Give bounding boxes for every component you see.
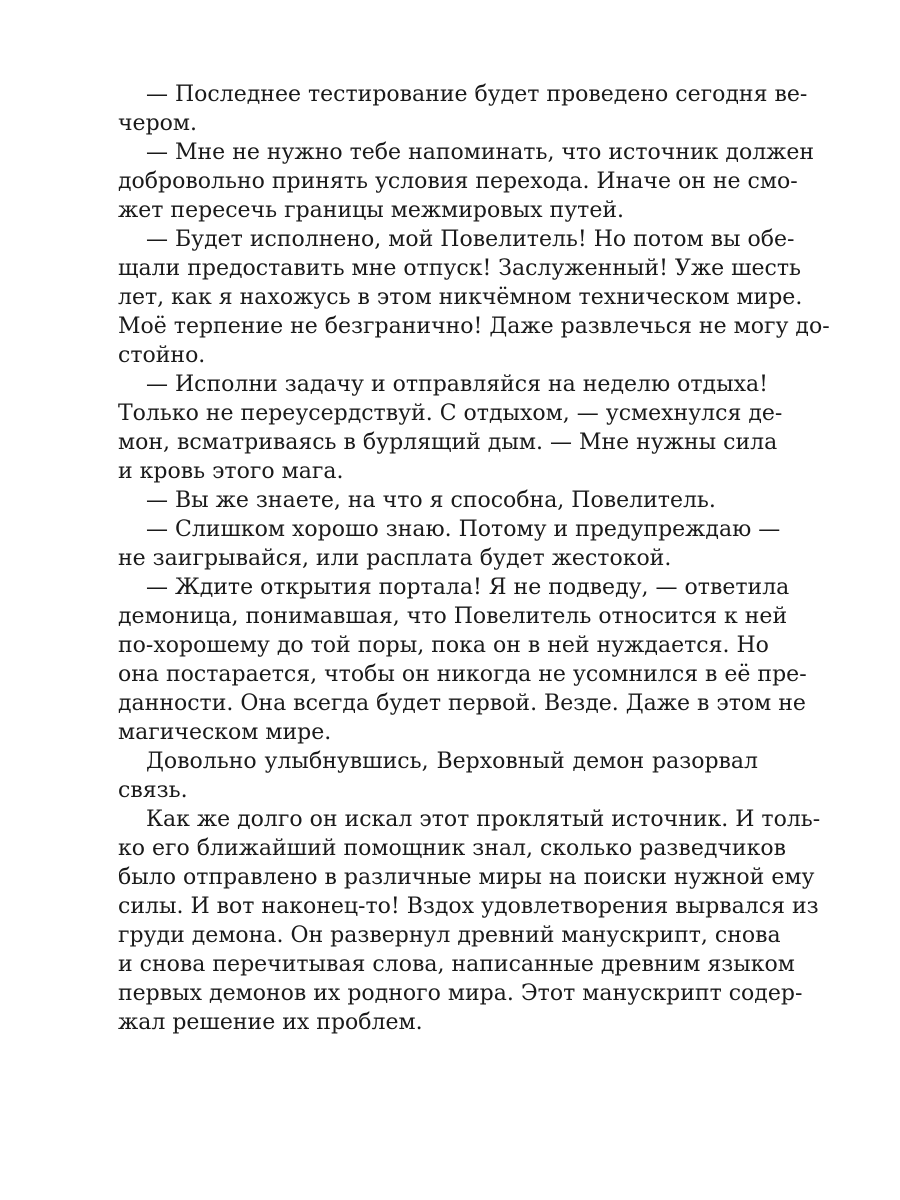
text-line: Довольно улыбнувшись, Верховный демон разорвал [146,749,758,774]
text-line: — Слишком хорошо знаю. Потому и предупреждаю — [146,517,781,542]
text-line: Моё терпение не безгранично! Даже развлечься не могу до- [118,314,830,339]
text-line: — Будет исполнено, мой Повелитель! Но потом вы обе- [146,227,795,252]
text-line: добровольно принять условия перехода. Иначе он не смо- [118,169,798,194]
text-line: Как же долго он искал этот проклятый источник. И толь- [146,807,821,832]
text-line: Только не переусердствуй. С отдыхом, — усмехнулся де- [118,401,783,426]
text-line: мон, всматриваясь в бурлящий дым. — Мне нужны сила [118,430,778,455]
text-line: связь. [118,778,188,803]
text-line: жет пересечь границы межмировых путей. [118,198,624,223]
text-line: и кровь этого мага. [118,459,344,484]
text-line: щали предоставить мне отпуск! Заслуженный! Уже шесть [118,256,802,281]
text-line: магическом мире. [118,720,332,745]
text-line: — Вы же знаете, на что я способна, Повелитель. [146,488,716,513]
text-line: и снова перечитывая слова, написанные древним языком [118,952,795,977]
text-line: она постарается, чтобы он никогда не усомнился в её пре- [118,662,807,687]
book-page-text [118,80,830,1037]
text-line: стойно. [118,343,206,368]
text-line: было отправлено в различные миры на поиски нужной ему [118,865,815,890]
text-line: — Ждите открытия портала! Я не подведу, — ответила [146,575,790,600]
text-line: первых демонов их родного мира. Этот манускрипт содер- [118,981,803,1006]
text-line: чером. [118,111,197,136]
text-line: лет, как я нахожусь в этом никчёмном техническом мире. [118,285,803,310]
text-line: демоница, понимавшая, что Повелитель относится к ней [118,604,788,629]
text-line: — Последнее тестирование будет проведено сегодня ве- [146,82,808,107]
text-line: — Мне не нужно тебе напоминать, что источник должен [146,140,815,165]
text-line: — Исполни задачу и отправляйся на неделю отдыха! [146,372,768,397]
text-line: ко его ближайший помощник знал, сколько разведчиков [118,836,786,861]
text-line: груди демона. Он развернул древний манускрипт, снова [118,923,781,948]
text-line: не заигрывайся, или расплата будет жестокой. [118,546,672,571]
text-line: силы. И вот наконец-то! Вздох удовлетворения вырвался из [118,894,819,919]
text-line: данности. Она всегда будет первой. Везде. Даже в этом не [118,691,806,716]
text-line: жал решение их проблем. [118,1010,423,1035]
text-line: по-хорошему до той поры, пока он в ней нуждается. Но [118,633,769,658]
